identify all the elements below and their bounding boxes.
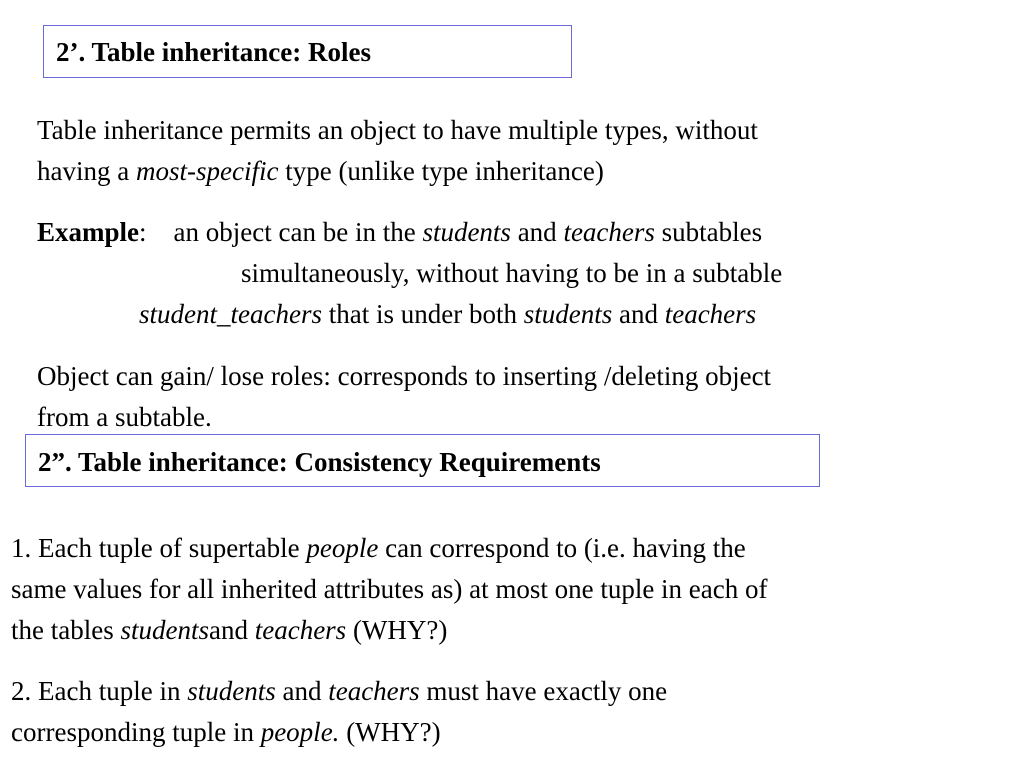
text: can correspond to (i.e. having the [378, 533, 746, 563]
text: and [510, 217, 564, 247]
text: Table inheritance permits an object to have multiple types, without [37, 115, 758, 145]
requirement-item-2 [11, 671, 667, 753]
text: and [208, 615, 255, 645]
emphasis-text: teachers [563, 217, 655, 247]
paragraph-line [11, 671, 667, 712]
text: and [612, 299, 665, 329]
example-label: Example [37, 217, 140, 247]
text: corresponding tuple in [11, 717, 261, 747]
emphasis-text: most-specific [135, 156, 279, 186]
text: Object can gain/ lose roles: corresponds to inserting /deleting object [37, 361, 772, 391]
emphasis-text: people. [260, 717, 340, 747]
requirement-item-1 [11, 528, 768, 651]
text: and [275, 676, 329, 706]
text: subtables [654, 217, 763, 247]
text: type (unlike type inheritance) [278, 156, 604, 186]
text: an object can be in the [173, 217, 423, 247]
paragraph-line [11, 712, 667, 753]
paragraph-roles [37, 356, 771, 438]
text: same values for all inherited attributes as) at most one tuple in each of [11, 574, 768, 604]
text: the tables [11, 615, 121, 645]
paragraph-line [37, 151, 758, 192]
text: (WHY?) [346, 615, 448, 645]
title-roles: 2’. Table inheritance: Roles [56, 37, 371, 67]
text: simultaneously, without having to be in a subtable [241, 258, 783, 288]
text: 1. Each tuple of supertable [11, 533, 307, 563]
title-consistency-box [25, 434, 820, 487]
title-roles-box [43, 25, 572, 78]
title-consistency: 2”. Table inheritance: Consistency Requirements [38, 447, 601, 477]
emphasis-text: students [422, 217, 511, 247]
emphasis-text: people [306, 533, 379, 563]
paragraph-line [37, 356, 771, 397]
text: that is under both [321, 299, 524, 329]
text: : [139, 217, 147, 247]
paragraph-line [11, 528, 768, 569]
paragraph-line [11, 569, 768, 610]
paragraph-line [11, 610, 768, 651]
paragraph-line [37, 110, 758, 151]
emphasis-text: teachers [328, 676, 420, 706]
example-line-1 [37, 212, 782, 253]
text: 2. Each tuple in [11, 676, 188, 706]
paragraph-line [37, 397, 771, 438]
example-paragraph [37, 212, 782, 335]
example-line-2 [37, 253, 782, 294]
example-line-3 [37, 294, 782, 335]
text: must have exactly one [419, 676, 668, 706]
emphasis-text: student_teachers [139, 299, 322, 329]
emphasis-text: teachers [664, 299, 757, 329]
emphasis-text: teachers [254, 615, 347, 645]
text: (WHY?) [339, 717, 441, 747]
emphasis-text: students [523, 299, 613, 329]
emphasis-text: students [187, 676, 276, 706]
text: having a [37, 156, 136, 186]
emphasis-text: students [120, 615, 209, 645]
text: from a subtable. [37, 402, 212, 432]
paragraph-multiple-types [37, 110, 758, 192]
